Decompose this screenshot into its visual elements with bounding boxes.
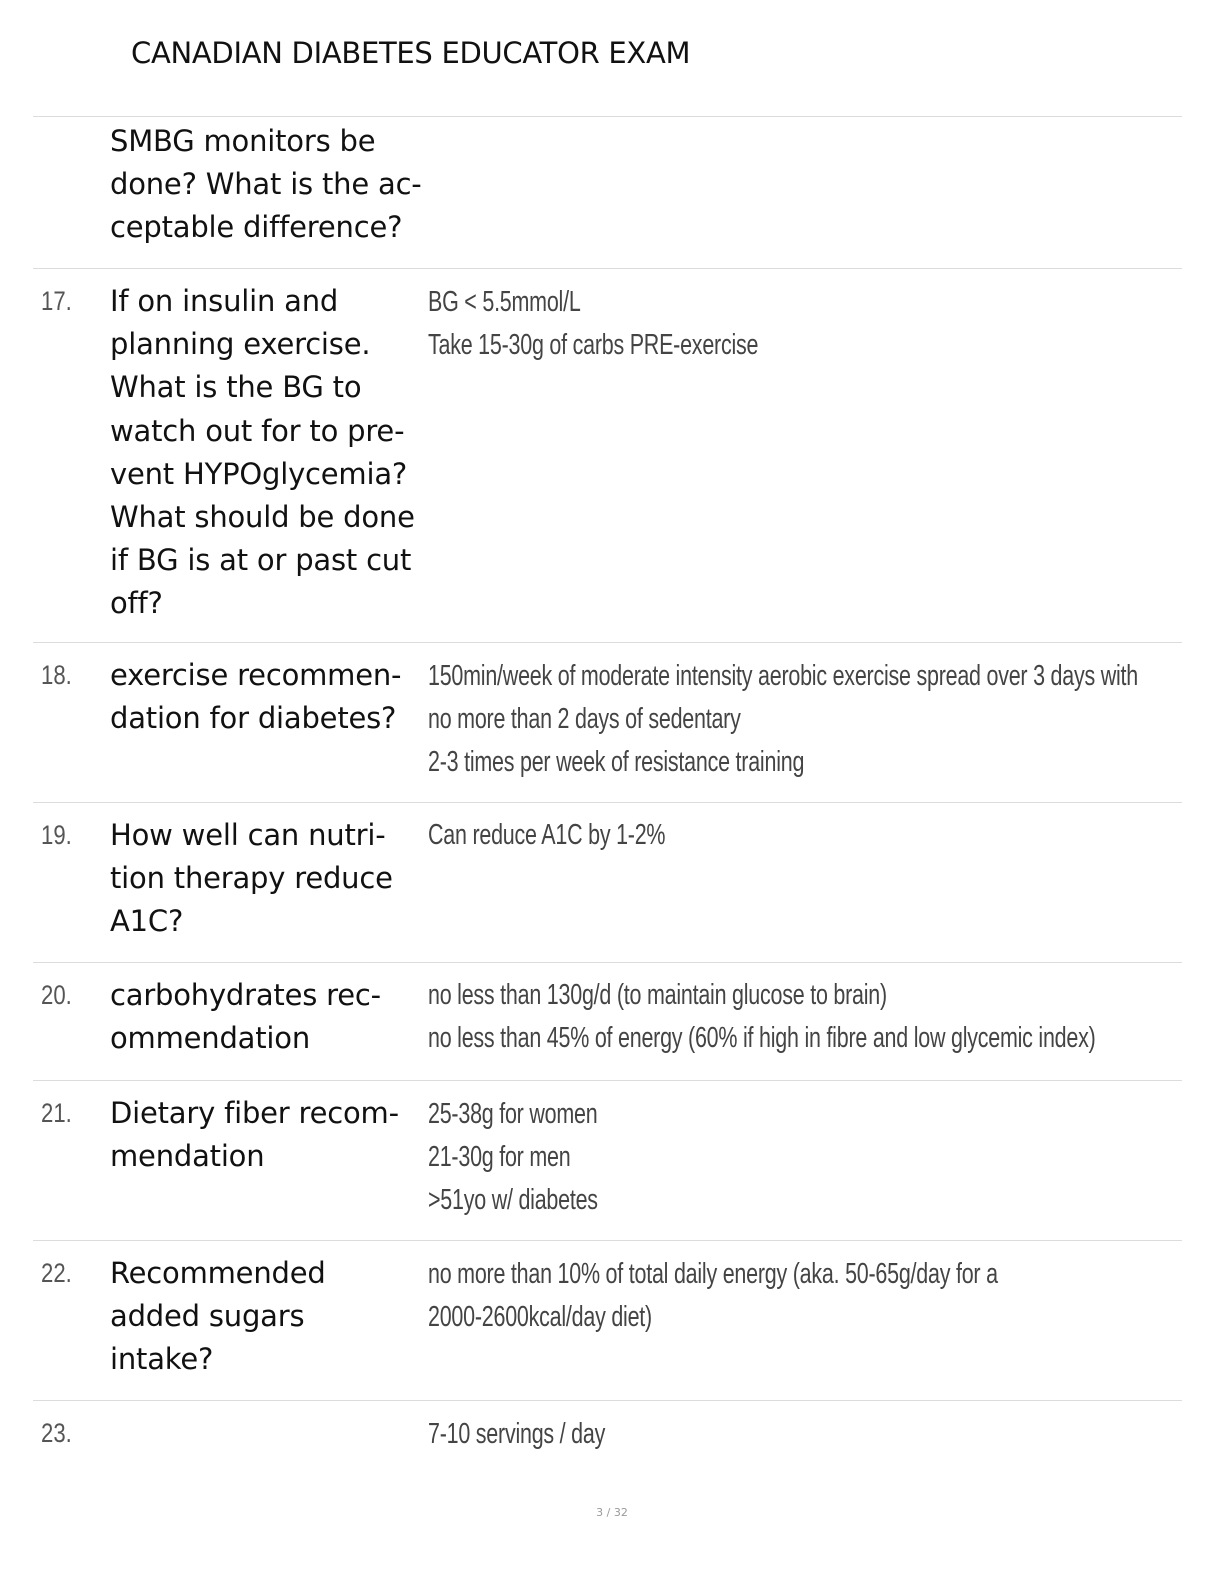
card-definition-line: no less than 130g/d (to maintain glucose to brain) (428, 979, 887, 1011)
card-term-line: Recommended (110, 1256, 326, 1290)
card-term-line: What is the BG to (110, 370, 362, 405)
card-term-line: dation for diabetes? (110, 701, 397, 736)
card-term-line: A1C? (110, 904, 184, 939)
card-term (110, 1252, 426, 1382)
card-term-line: tion therapy reduce (110, 861, 393, 896)
flashcard-row (33, 1401, 1182, 1481)
card-term-line: carbohydrates rec- (110, 978, 381, 1012)
card-term-line: If on insulin and (110, 284, 339, 318)
card-term-line: off? (110, 586, 163, 621)
card-definition-line: 150min/week of moderate intensity aerobic exercise spread over 3 days with (428, 660, 1139, 692)
card-term-line: exercise recommen- (110, 658, 402, 692)
card-term-line: Dietary fiber recom- (110, 1096, 399, 1130)
flashcard-row (33, 1241, 1182, 1401)
card-definition-line: 7-10 servings / day (428, 1418, 606, 1450)
card-definition-line: no more than 2 days of sedentary (428, 703, 741, 735)
card-term-line: added sugars (110, 1299, 305, 1334)
card-definition (428, 814, 665, 857)
card-term (110, 974, 426, 1060)
card-number: 18. (41, 660, 72, 690)
card-definition (428, 281, 758, 367)
card-definition-line: no less than 45% of energy (60% if high in fibre and low glycemic index) (428, 1022, 1096, 1054)
card-term-line: vent HYPOglycemia? (110, 456, 408, 491)
card-number: 17. (41, 286, 72, 316)
card-term-line: ommendation (110, 1021, 310, 1056)
card-definition (428, 1253, 998, 1339)
card-definition-line: BG < 5.5mmol/L (428, 286, 581, 318)
card-term (110, 280, 426, 626)
card-definition-line: Can reduce A1C by 1-2% (428, 819, 666, 851)
card-definition-line: no more than 10% of total daily energy (aka. 50-65g/day for a (428, 1258, 998, 1290)
card-term-line: What should be done (110, 500, 415, 535)
card-term-line: ceptable difference? (110, 210, 403, 245)
flashcard-row (33, 963, 1182, 1081)
page-title: CANADIAN DIABETES EDUCATOR EXAM (131, 36, 691, 70)
card-definition (428, 655, 1138, 784)
card-term-line: done? What is the ac- (110, 167, 422, 202)
flashcard-row (33, 269, 1182, 643)
card-term-line: SMBG monitors be (110, 124, 376, 158)
card-definition-line: 2-3 times per week of resistance training (428, 746, 805, 778)
card-number: 23. (41, 1418, 72, 1448)
card-term (110, 814, 426, 944)
flashcard-row (33, 117, 1182, 269)
card-term-line: watch out for to pre- (110, 413, 405, 448)
card-term-line: mendation (110, 1139, 265, 1174)
page-indicator: 3 / 32 (596, 1506, 628, 1519)
card-definition-line: 25-38g for women (428, 1098, 598, 1130)
card-term-line: intake? (110, 1342, 214, 1377)
card-number: 22. (41, 1258, 72, 1288)
flashcard-row (33, 803, 1182, 963)
card-definition (428, 1093, 598, 1222)
card-definition-line: 21-30g for men (428, 1141, 571, 1173)
flashcard-list (33, 116, 1182, 1481)
card-term (110, 654, 426, 740)
card-term (110, 1092, 426, 1178)
card-definition (428, 974, 1096, 1060)
card-number: 20. (41, 980, 72, 1010)
flashcard-row (33, 1081, 1182, 1241)
card-definition-line: >51yo w/ diabetes (428, 1184, 598, 1216)
card-definition (428, 1413, 605, 1456)
flashcard-row (33, 643, 1182, 803)
card-definition-line: 2000-2600kcal/day diet) (428, 1301, 652, 1333)
card-term (110, 120, 426, 250)
card-term-line: How well can nutri- (110, 818, 386, 852)
card-number: 19. (41, 820, 72, 850)
card-number: 21. (41, 1098, 72, 1128)
card-term-line: if BG is at or past cut (110, 543, 412, 578)
card-term-line: planning exercise. (110, 327, 371, 362)
card-definition-line: Take 15-30g of carbs PRE-exercise (428, 329, 759, 361)
